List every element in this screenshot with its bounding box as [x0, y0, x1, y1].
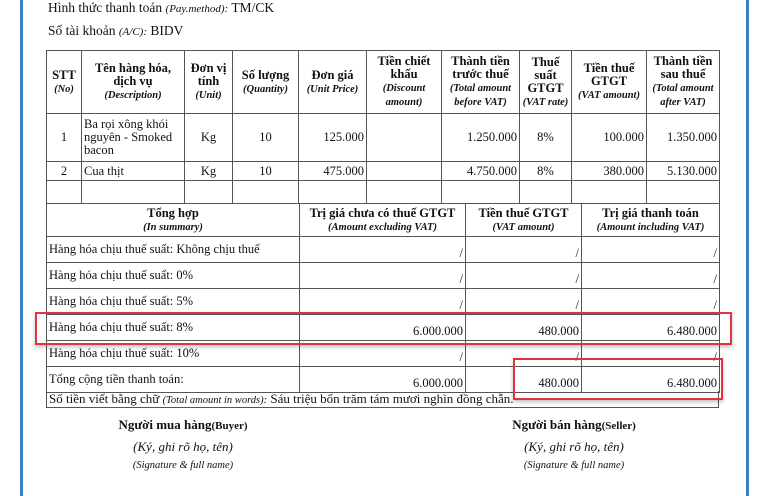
buyer-signature-block — [73, 417, 293, 471]
table-cell: 100.000 — [572, 114, 647, 162]
text: Số lượng — [241, 67, 290, 82]
table-cell: / — [300, 237, 466, 263]
table-cell: 1.350.000 — [647, 114, 720, 162]
col-header — [442, 51, 520, 114]
account-line — [48, 23, 183, 39]
text: Đơn giá — [311, 67, 354, 82]
table-cell: / — [300, 289, 466, 315]
table-cell — [299, 181, 367, 204]
highlight-box-total — [513, 358, 723, 400]
items-table — [46, 50, 720, 204]
table-cell: 10 — [233, 162, 299, 181]
table-cell: 6.000.000 — [300, 367, 466, 393]
table-cell: 1 — [47, 114, 82, 162]
text: (VAT rate) — [522, 96, 569, 108]
table-cell: / — [466, 341, 582, 367]
table-cell: Tổng cộng tiền thanh toán: — [47, 367, 300, 393]
table-cell: / — [300, 263, 466, 289]
table-cell: Hàng hóa chịu thuế suất: 8% — [47, 315, 300, 341]
text: Sáu triệu bốn trăm tám mươi nghìn đồng chẵn. — [270, 391, 514, 406]
text: (Unit) — [195, 90, 222, 101]
text: Người bán hàng — [512, 417, 602, 432]
text: (Buyer) — [211, 420, 248, 432]
text: (Signature & full name) — [523, 460, 625, 471]
page-border-left — [20, 0, 23, 496]
text: (Signature & full name) — [132, 460, 234, 471]
text: (No) — [54, 83, 74, 95]
column-header — [582, 204, 720, 237]
col-header — [47, 51, 82, 114]
table-cell: Hàng hóa chịu thuế suất: 5% — [47, 289, 300, 315]
text: STT — [52, 67, 76, 82]
table-cell: / — [582, 263, 720, 289]
table-cell: 10 — [233, 114, 299, 162]
table-cell: Hàng hóa chịu thuế suất: 0% — [47, 263, 300, 289]
table-cell: Kg — [185, 114, 233, 162]
table-cell: 2 — [47, 162, 82, 181]
text: (VAT amount) — [492, 221, 555, 233]
text: (Amount excluding VAT) — [328, 221, 437, 233]
column-header — [466, 204, 582, 237]
text: Thuế suất GTGT — [527, 54, 564, 95]
text — [47, 51, 720, 204]
col-header — [185, 51, 233, 114]
table-cell: 8% — [520, 162, 572, 181]
text: Tiền thuế GTGT — [583, 61, 635, 88]
table-row — [47, 162, 720, 181]
text: (Total amount before VAT) — [449, 83, 512, 108]
text: Tiền thuế GTGT — [478, 205, 569, 220]
table-row — [47, 114, 720, 162]
text: (Quantity) — [243, 83, 288, 95]
summary-row — [47, 237, 720, 263]
table-cell: / — [582, 341, 720, 367]
account-label: Số tài khoản — [48, 23, 116, 38]
col-header — [572, 51, 647, 114]
item-description: Cua thịt — [82, 162, 185, 181]
empty-row — [47, 181, 720, 204]
text: (Seller) — [601, 420, 636, 432]
table-cell — [47, 181, 82, 204]
text: (Ký, ghi rõ họ, tên) — [524, 439, 624, 454]
table-cell — [367, 114, 442, 162]
col-header — [367, 51, 442, 114]
table-cell — [82, 181, 185, 204]
text: (Total amount after VAT) — [652, 83, 714, 108]
table-cell — [185, 181, 233, 204]
table-cell: / — [466, 237, 582, 263]
table-cell: / — [582, 237, 720, 263]
col-header — [233, 51, 299, 114]
column-header — [300, 204, 466, 237]
table-cell: 380.000 — [572, 162, 647, 181]
page-border-right — [746, 0, 749, 496]
items-header-row — [47, 51, 720, 114]
table-cell — [367, 181, 442, 204]
table-cell: 8% — [520, 114, 572, 162]
text — [464, 417, 684, 433]
table-cell: 6.480.000 — [582, 367, 720, 393]
text: (Unit Price) — [306, 83, 359, 95]
col-header — [647, 51, 720, 114]
table-cell: 125.000 — [299, 114, 367, 162]
table-cell: / — [466, 263, 582, 289]
payment-method-line — [48, 0, 274, 16]
text: Thành tiền trước thuế — [451, 54, 510, 81]
table-cell: / — [466, 289, 582, 315]
table-cell: Hàng hóa chịu thuế suất: Không chịu thuế — [47, 237, 300, 263]
summary-row — [47, 263, 720, 289]
column-header — [47, 204, 300, 237]
text: (Total amount in words): — [162, 395, 268, 406]
table-cell — [572, 181, 647, 204]
table-cell — [520, 181, 572, 204]
payment-value: TM/CK — [231, 0, 275, 15]
text: Tổng hợp — [147, 205, 199, 220]
table-cell: Kg — [185, 162, 233, 181]
text: Tên hàng hóa, dịch vụ — [94, 61, 172, 88]
text: Số tiền viết bằng chữ — [49, 391, 160, 406]
text — [73, 417, 293, 433]
text: (Description) — [104, 90, 162, 101]
table-cell: / — [300, 341, 466, 367]
text: Tiền chiết khấu — [377, 54, 431, 81]
text: (Discount amount) — [382, 83, 426, 108]
col-header — [299, 51, 367, 114]
table-cell: / — [582, 289, 720, 315]
col-header — [82, 51, 185, 114]
col-header — [520, 51, 572, 114]
text: (Ký, ghi rõ họ, tên) — [133, 439, 233, 454]
table-cell: 475.000 — [299, 162, 367, 181]
summary-row — [47, 289, 720, 315]
account-value: BIDV — [150, 23, 184, 38]
table-cell: Hàng hóa chịu thuế suất: 10% — [47, 341, 300, 367]
item-description: Ba rọi xông khói nguyên - Smoked bacon — [82, 114, 185, 162]
text: (VAT amount) — [578, 90, 640, 101]
text: Thành tiền sau thuế — [653, 54, 713, 81]
table-cell — [233, 181, 299, 204]
account-label-en: (A/C): — [118, 26, 147, 38]
table-cell — [367, 162, 442, 181]
payment-label-en: (Pay.method): — [165, 3, 229, 15]
text: Người mua hàng — [118, 417, 212, 432]
text: Trị giá chưa có thuế GTGT — [309, 205, 456, 220]
text: (In summary) — [143, 221, 203, 233]
seller-signature-block — [464, 417, 684, 471]
table-cell: 6.000.000 — [300, 315, 466, 341]
table-cell: 6.480.000 — [582, 315, 720, 341]
table-cell: 480.000 — [466, 367, 582, 393]
table-cell: 1.250.000 — [442, 114, 520, 162]
text: (Amount including VAT) — [596, 221, 705, 233]
text: Đơn vị tính — [190, 61, 227, 88]
text: Trị giá thanh toán — [602, 205, 699, 220]
table-cell — [647, 181, 720, 204]
table-cell — [442, 181, 520, 204]
payment-label: Hình thức thanh toán — [48, 0, 163, 15]
highlight-box-8-percent-row — [35, 312, 732, 345]
table-cell: 480.000 — [466, 315, 582, 341]
table-cell: 4.750.000 — [442, 162, 520, 181]
summary-header-row — [47, 204, 720, 237]
table-cell: 5.130.000 — [647, 162, 720, 181]
